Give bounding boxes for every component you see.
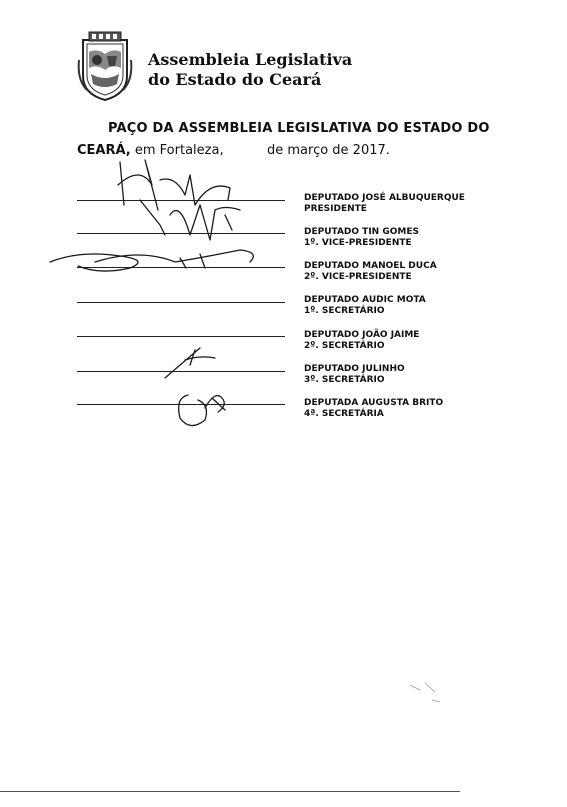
member-name: DEPUTADA AUGUSTA BRITO [304,398,444,408]
signature-3 [50,250,253,271]
member-role: 2º. VICE-PRESIDENTE [304,272,412,282]
member-role: 1º. SECRETÁRIO [304,306,385,316]
state-word: CEARÁ, [77,143,131,158]
member-role: 1º. VICE-PRESIDENTE [304,238,412,248]
faint-mark [410,683,440,702]
signature-5 [179,395,225,426]
signature-1 [118,160,230,210]
member-role: 3º. SECRETÁRIO [304,375,385,385]
date-text: de março de 2017. [267,143,390,158]
city-text: em Fortaleza, [134,143,224,158]
member-name: DEPUTADO JOÃO JAIME [304,330,420,340]
member-role: 4ª. SECRETÁRIA [304,409,384,419]
member-name: DEPUTADO TIN GOMES [304,227,419,237]
closing-paco-line: PAÇO DA ASSEMBLEIA LEGISLATIVA DO ESTADO DO [108,121,490,136]
org-name-line1: Assembleia Legislativa [148,50,353,69]
signature-2 [140,200,240,240]
signature-4 [165,348,215,378]
member-role: PRESIDENTE [304,204,367,214]
member-name: DEPUTADO MANOEL DUCA [304,261,437,271]
page-footer-line [0,791,460,792]
org-name-line2: do Estado do Ceará [148,70,322,89]
member-name: DEPUTADO JULINHO [304,364,405,374]
member-name: DEPUTADO AUDIC MOTA [304,295,426,305]
member-name: DEPUTADO JOSÉ ALBUQUERQUE [304,193,465,203]
member-role: 2º. SECRETÁRIO [304,341,385,351]
